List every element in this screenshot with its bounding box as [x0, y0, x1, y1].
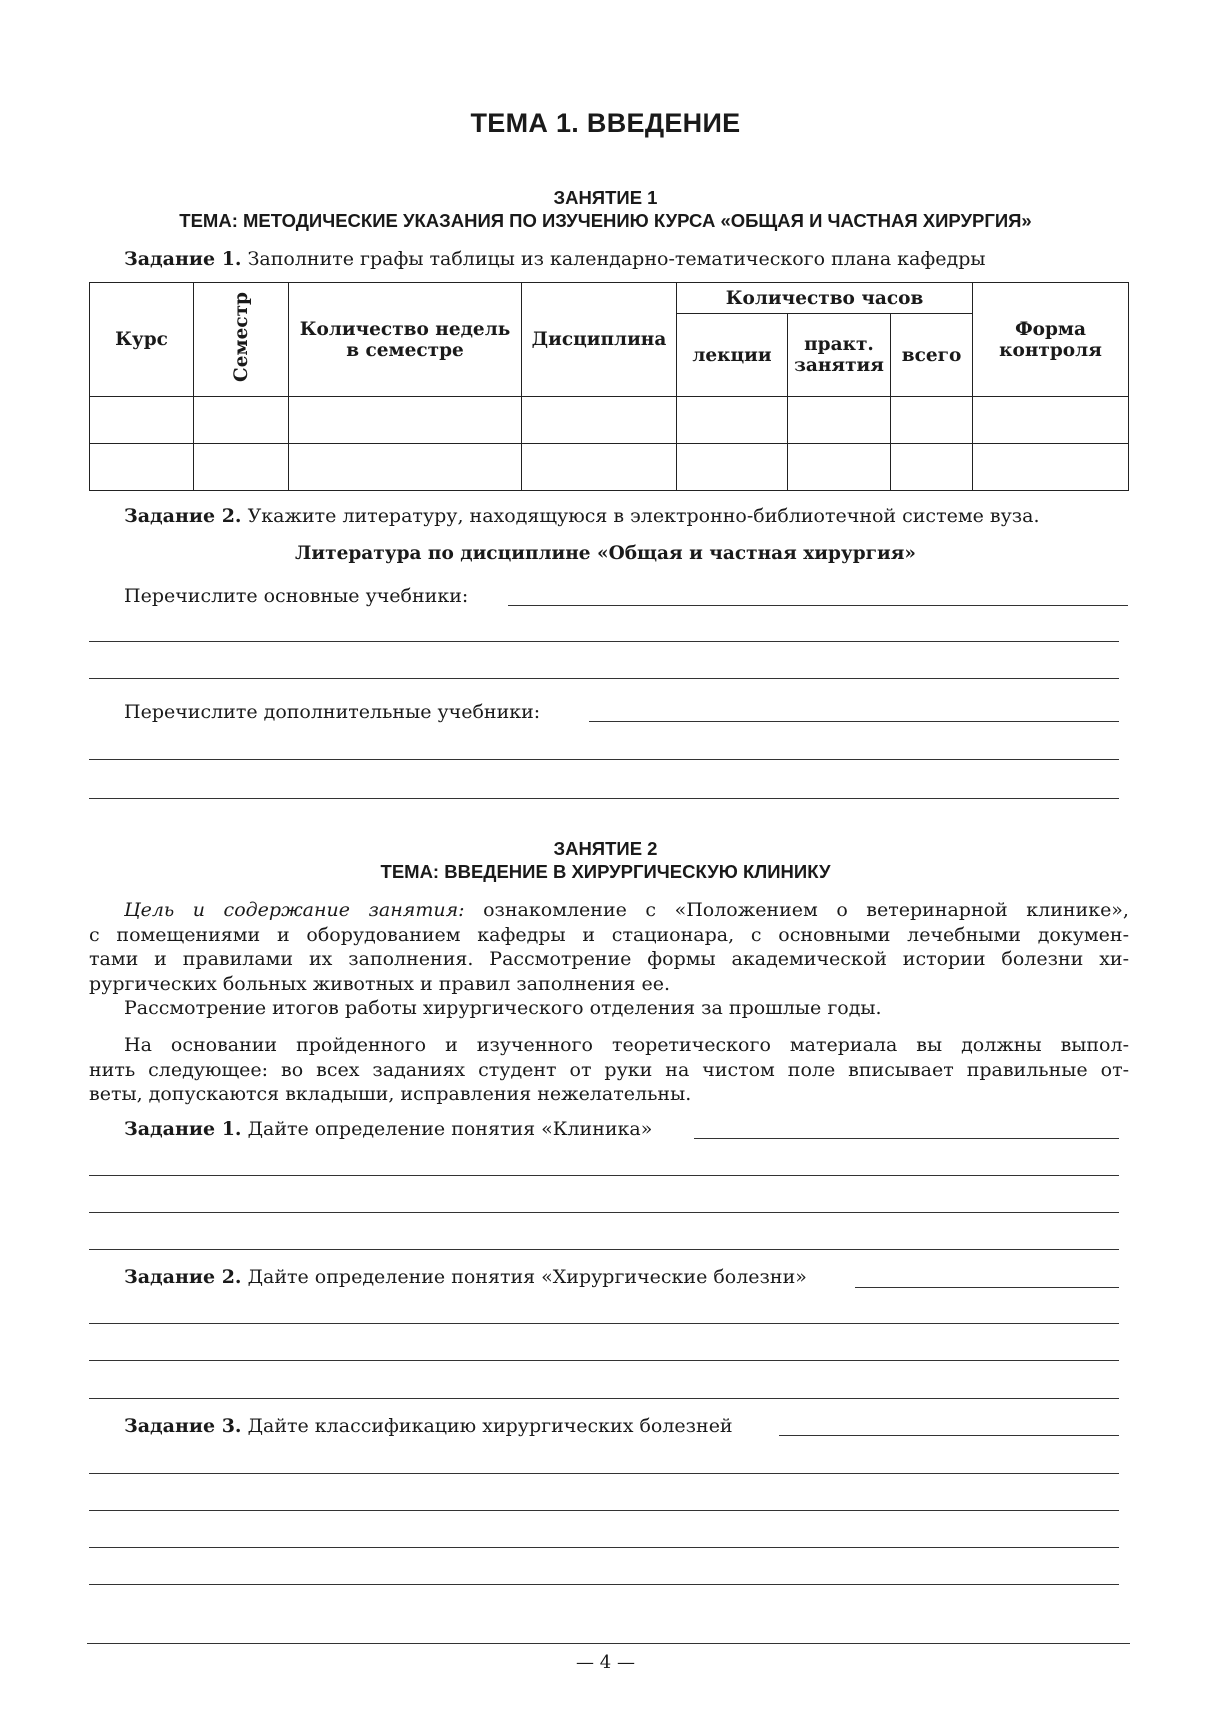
instr-line: нить следующее: во всех заданиях студент от руки на чистом поле вписывает правильные от- — [89, 1058, 1129, 1081]
header-weeks-line2: в семестре — [346, 339, 464, 361]
task-label: Задание 3. — [124, 1415, 242, 1437]
lesson2-theme: ТЕМА: ВВЕДЕНИЕ В ХИРУРГИЧЕСКУЮ КЛИНИКУ — [380, 861, 831, 882]
header-practice-line1: практ. — [804, 334, 874, 355]
goal-line: рургических больных животных и правил заполнения ее. — [89, 972, 671, 995]
task-label: Задание 1. — [124, 248, 242, 270]
task-text: Дайте определение понятия «Хирургические болезни» — [247, 1266, 807, 1288]
answer-line[interactable] — [89, 641, 1119, 642]
answer-line[interactable] — [89, 1473, 1119, 1474]
instr-line: На основании пройденного и изученного теоретического материала вы должны выпол- — [124, 1034, 1129, 1056]
header-practice-line2: занятия — [794, 355, 884, 376]
answer-line[interactable] — [89, 1249, 1119, 1250]
task-label: Задание 2. — [124, 505, 242, 527]
table-cell[interactable] — [194, 397, 289, 444]
answer-line[interactable] — [89, 798, 1119, 799]
lesson2-task3 — [124, 1414, 733, 1438]
page-number: — 4 — — [576, 1652, 635, 1673]
instructions-paragraph — [89, 1033, 1129, 1107]
answer-line[interactable] — [89, 1398, 1119, 1399]
answer-line[interactable] — [779, 1435, 1119, 1436]
lesson1-label: ЗАНЯТИЕ 1 — [553, 187, 658, 208]
header-weeks-line1: Количество недель — [299, 318, 511, 340]
table-cell[interactable] — [788, 397, 891, 444]
table-cell[interactable] — [90, 444, 194, 491]
table-cell[interactable] — [973, 444, 1129, 491]
header-practice — [788, 314, 891, 397]
lesson2-task1 — [124, 1117, 652, 1141]
goal-line: с помещениями и оборудованием кафедры и стационара, с основными лечебными докумен- — [89, 923, 1129, 946]
header-course: Курс — [90, 283, 194, 397]
header-control-line2: контроля — [999, 339, 1102, 361]
header-semester-text: Семестр — [230, 292, 252, 382]
main-textbooks-prompt: Перечислите основные учебники: — [124, 585, 469, 607]
lesson2-label: ЗАНЯТИЕ 2 — [553, 838, 658, 859]
table-cell[interactable] — [891, 397, 973, 444]
table-cell[interactable] — [522, 444, 677, 491]
header-hours: Количество часов — [677, 283, 973, 314]
table-cell[interactable] — [90, 397, 194, 444]
answer-line[interactable] — [89, 1584, 1119, 1585]
task-text: Заполните графы таблицы из календарно-тематического плана кафедры — [247, 248, 986, 270]
answer-line[interactable] — [89, 1510, 1119, 1511]
answer-line[interactable] — [89, 1547, 1119, 1548]
header-weeks — [289, 283, 522, 397]
goal-text: ознакомление с «Положением о ветеринарной клинике», — [483, 899, 1129, 921]
lesson1-theme: ТЕМА: МЕТОДИЧЕСКИЕ УКАЗАНИЯ ПО ИЗУЧЕНИЮ КУРСА «ОБЩАЯ И ЧАСТНАЯ ХИРУРГИЯ» — [179, 210, 1032, 231]
table-cell[interactable] — [788, 444, 891, 491]
table-cell[interactable] — [891, 444, 973, 491]
table-cell[interactable] — [973, 397, 1129, 444]
header-total: всего — [891, 314, 973, 397]
task-text: Укажите литературу, находящуюся в электронно-библиотечной системе вуза. — [247, 505, 1040, 527]
lesson1-task2 — [124, 504, 1040, 528]
header-semester — [194, 283, 289, 397]
answer-line[interactable] — [89, 1175, 1119, 1176]
task-label: Задание 1. — [124, 1118, 242, 1140]
answer-line[interactable] — [89, 1360, 1119, 1361]
task-text: Дайте определение понятия «Клиника» — [247, 1118, 653, 1140]
table-row — [90, 444, 1129, 491]
answer-line[interactable] — [855, 1287, 1119, 1288]
answer-line[interactable] — [508, 605, 1128, 606]
header-lectures: лекции — [677, 314, 788, 397]
table-row — [90, 397, 1129, 444]
table-cell[interactable] — [289, 444, 522, 491]
answer-line[interactable] — [89, 1212, 1119, 1213]
answer-line[interactable] — [694, 1138, 1119, 1139]
goal-line: тами и правилами их заполнения. Рассмотрение формы академической истории болезни хи- — [89, 948, 1129, 970]
header-discipline: Дисциплина — [522, 283, 677, 397]
calendar-plan-table — [89, 282, 1129, 491]
task-label: Задание 2. — [124, 1266, 242, 1288]
table-cell[interactable] — [677, 397, 788, 444]
instr-line: веты, допускаются вкладыши, исправления нежелательны. — [89, 1083, 692, 1105]
additional-textbooks-prompt: Перечислите дополнительные учебники: — [124, 701, 541, 723]
lesson1-task1 — [124, 247, 986, 271]
goal-line — [89, 898, 1129, 923]
footer-divider — [87, 1643, 1130, 1644]
header-control-line1: Форма — [1015, 318, 1086, 340]
header-control — [973, 283, 1129, 397]
page-title: ТЕМА 1. ВВЕДЕНИЕ — [470, 108, 741, 138]
answer-line[interactable] — [589, 721, 1119, 722]
goal-label: Цель и содержание занятия: — [124, 899, 465, 921]
answer-line[interactable] — [89, 759, 1119, 760]
table-cell[interactable] — [522, 397, 677, 444]
answer-line[interactable] — [89, 1323, 1119, 1324]
lesson2-task2 — [124, 1265, 807, 1289]
literature-heading: Литература по дисциплине «Общая и частная хирургия» — [295, 543, 916, 564]
table-cell[interactable] — [677, 444, 788, 491]
goal-paragraph — [89, 898, 1129, 1021]
review-line: Рассмотрение итогов работы хирургического отделения за прошлые годы. — [124, 997, 882, 1019]
table-cell[interactable] — [289, 397, 522, 444]
task-text: Дайте классификацию хирургических болезней — [247, 1415, 733, 1437]
answer-line[interactable] — [89, 678, 1119, 679]
table-cell[interactable] — [194, 444, 289, 491]
